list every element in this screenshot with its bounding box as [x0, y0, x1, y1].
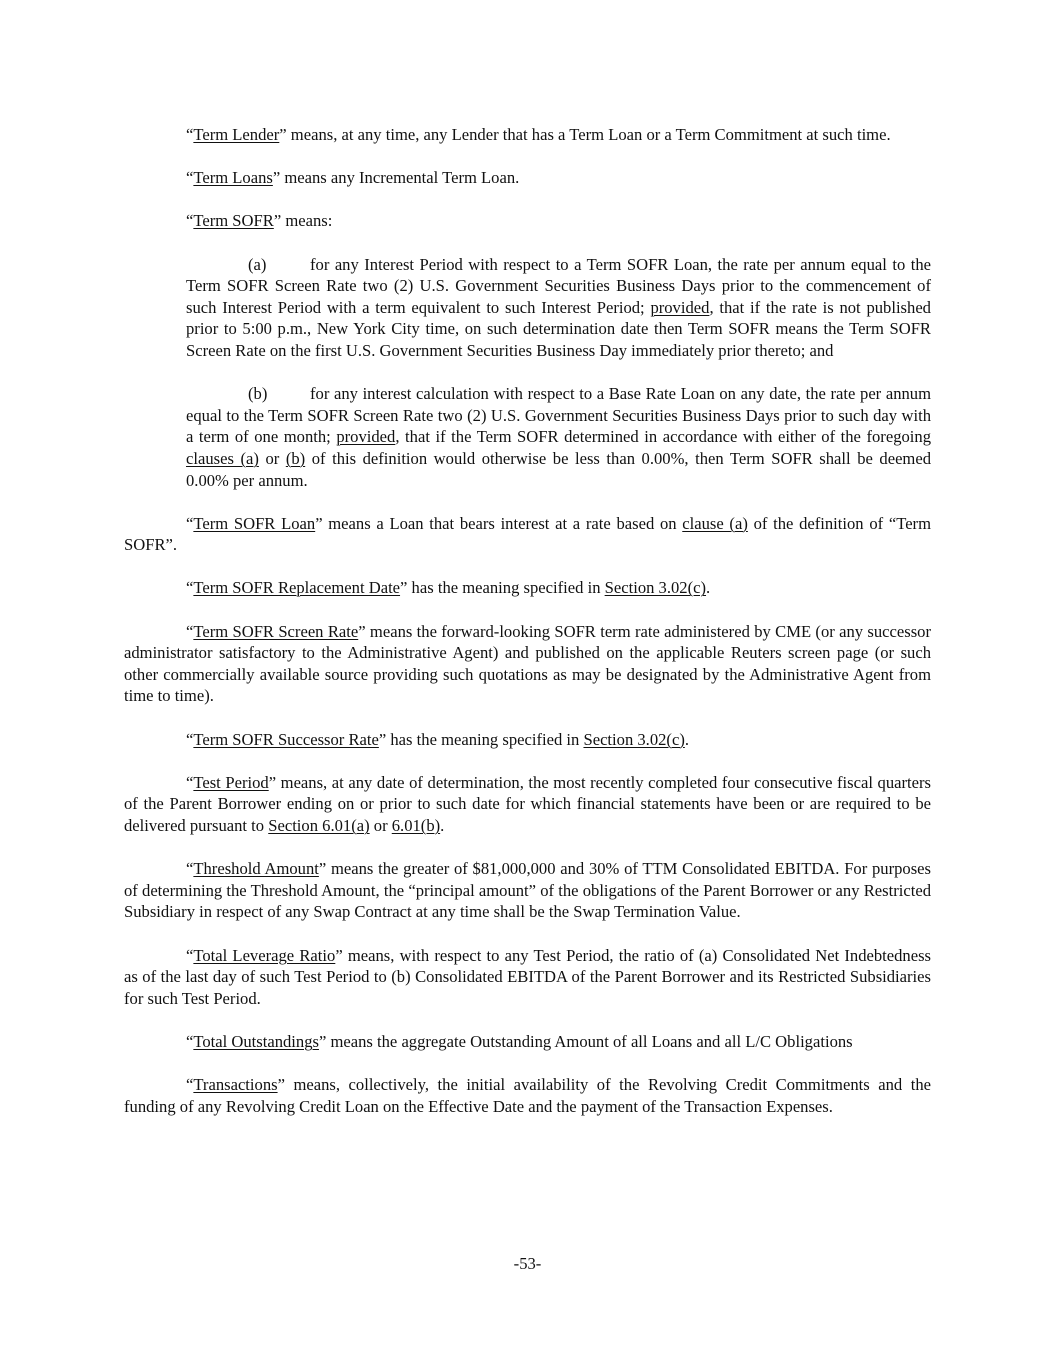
document-page	[124, 124, 931, 1139]
provided-term: provided	[650, 297, 710, 317]
open-quote: “	[186, 125, 194, 144]
defined-term: Term SOFR	[193, 211, 274, 231]
term-sofr-clause-a	[186, 254, 931, 362]
definition-text: ” means, at any time, any Lender that has a Term Loan or a Term Commitment at such time.	[279, 125, 891, 144]
definition-transactions	[124, 1074, 931, 1117]
definition-text: .	[706, 578, 711, 598]
open-quote: “	[186, 1075, 194, 1095]
definition-threshold-amount	[124, 858, 931, 923]
definition-term-sofr-replacement-date	[124, 577, 931, 599]
provided-term: provided	[336, 427, 396, 447]
clause-text: for any Interest Period with respect to a Term SOFR Loan, the rate per annum equal to the Term SOFR Screen Rate two (2) U.S. Government Securities Business Days prior to the commencement of such Interest Period with a term equivalent to such Interest Period;	[186, 254, 931, 317]
open-quote: “	[186, 168, 194, 188]
defined-term: Test Period	[193, 772, 269, 792]
open-quote: “	[186, 859, 194, 879]
definition-text: ” has the meaning specified in	[378, 729, 584, 749]
definition-text: ” means the greater of $81,000,000 and 30% of TTM Consolidated EBITDA. For purposes of determining the Threshold Amount, the “principal amount” of the obligations of the Parent Borrower or any Restricted Subsidiary in respect of any Swap Contract at any time shall be the Swap Termination Value.	[124, 859, 931, 922]
definition-text: ” means any Incremental Term Loan.	[272, 168, 520, 188]
definition-text: ” has the meaning specified in	[400, 578, 605, 598]
open-quote: “	[186, 211, 194, 231]
definition-total-outstandings	[124, 1031, 931, 1053]
term-sofr-clause-b	[186, 383, 931, 491]
defined-term: Transactions	[193, 1075, 278, 1095]
definition-text: ” means the forward-looking SOFR term rate administered by CME (or any successor administrator satisfactory to the Administrative Agent) and published on the applicable Reuters screen page (or such other commercially available source providing such quotations as may be designated by the Administrative Agent from time to time).	[124, 621, 931, 706]
clause-text: of this definition would otherwise be less than 0.00%, then Term SOFR shall be deemed 0.00% per annum.	[186, 448, 931, 490]
cross-reference: Section 3.02(c)	[604, 578, 707, 598]
page-number: -53-	[513, 1254, 542, 1273]
definition-total-leverage-ratio	[124, 945, 931, 1010]
clause-text: , that if the rate is not published prior to 5:00 p.m., New York City time, on such determination date then Term SOFR means the Term SOFR Screen Rate on the first U.S. Government Securities Business Day immediately prior thereto; and	[186, 297, 931, 360]
definition-term-loans	[124, 167, 931, 189]
open-quote: “	[186, 621, 194, 641]
open-quote: “	[186, 513, 194, 533]
open-quote: “	[186, 772, 194, 792]
defined-term: Term SOFR Successor Rate	[193, 729, 379, 749]
cross-reference: clauses (a)	[186, 448, 259, 468]
definition-term-sofr-loan	[124, 513, 931, 556]
clause-text: , that if the Term SOFR determined in accordance with either of the foregoing	[395, 427, 931, 447]
cross-reference: 6.01(b)	[391, 816, 441, 835]
defined-term: Total Leverage Ratio	[193, 945, 336, 965]
open-quote: “	[186, 729, 194, 749]
definition-term-lender	[124, 124, 931, 146]
definition-text: ” means, with respect to any Test Period, the ratio of (a) Consolidated Net Indebtedness as of the last day of such Test Period to (b) Consolidated EBITDA of the Parent Borrower and its Restricted Subsidiaries for such Test Period.	[124, 945, 932, 1008]
defined-term: Threshold Amount	[193, 859, 319, 879]
open-quote: “	[186, 945, 194, 965]
definition-term-sofr-successor-rate	[124, 729, 931, 751]
cross-reference: Section 3.02(c)	[583, 729, 685, 749]
defined-term: Term Lender	[193, 125, 280, 144]
definition-text: .	[684, 729, 690, 749]
definition-text: ” means:	[273, 211, 333, 231]
definition-text: of the definition of “Term SOFR”.	[124, 513, 931, 555]
cross-reference: clause (a)	[682, 513, 748, 533]
defined-term: Total Outstandings	[193, 1031, 319, 1051]
clause-text: or	[258, 448, 286, 468]
defined-term: Term SOFR Loan	[193, 513, 316, 533]
open-quote: “	[186, 1031, 194, 1051]
cross-reference: Section 6.01(a)	[268, 816, 370, 835]
defined-term: Term SOFR Screen Rate	[193, 621, 359, 641]
definition-text: ” means, at any date of determination, the most recently completed four consecutive fiscal quarters of the Parent Borrower ending on or prior to such date for which financial statements have been or are required to be delivered pursuant to	[124, 772, 931, 835]
definition-term-sofr-screen-rate	[124, 621, 931, 707]
defined-term: Term Loans	[193, 168, 273, 188]
defined-term: Term SOFR Replacement Date	[193, 578, 401, 598]
definition-text: ” means the aggregate Outstanding Amount of all Loans and all L/C Obligations	[318, 1031, 853, 1051]
clause-label: (a)	[248, 254, 267, 274]
cross-reference: (b)	[285, 448, 306, 468]
definition-test-period	[124, 772, 931, 837]
clause-label: (b)	[248, 384, 268, 404]
clause-text: for any interest calculation with respect to a Base Rate Loan on any date, the rate per annum equal to the Term SOFR Screen Rate two (2) U.S. Government Securities Business Days prior to such day with a term of one month;	[186, 384, 931, 447]
definition-text: ” means a Loan that bears interest at a rate based on	[315, 513, 683, 533]
definition-text: .	[440, 816, 445, 835]
definition-text: or	[369, 816, 392, 835]
open-quote: “	[186, 578, 194, 598]
definition-term-sofr	[124, 210, 931, 232]
definition-text: ” means, collectively, the initial availability of the Revolving Credit Commitments and the funding of any Revolving Credit Loan on the Effective Date and the payment of the Transaction Expenses.	[124, 1075, 931, 1116]
